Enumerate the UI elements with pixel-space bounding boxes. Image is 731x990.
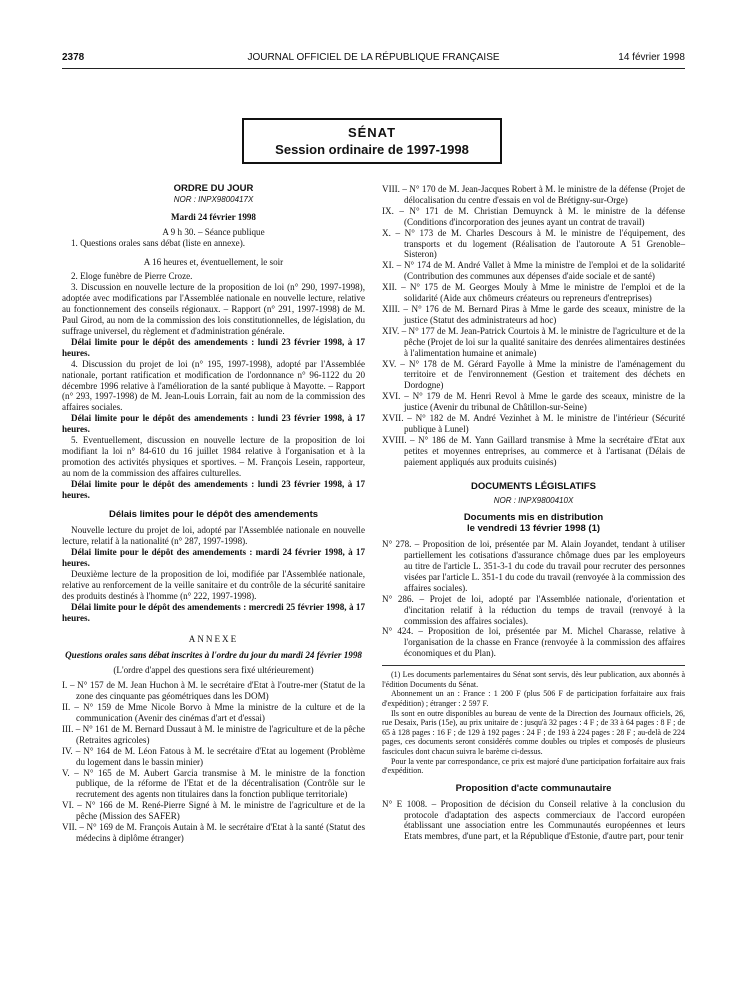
delai-entry-2: Deuxième lecture de la proposition de loi, modifiée par l'Assemblée nationale, relative au renforcement de la veille sanitaire et du contrôle de la sécurité sanitaire des produits destinés à l'homme (n° 222, 1997-1998). — [62, 569, 365, 601]
question-item: VII. – N° 169 de M. François Autain à M. le secrétaire d'Etat à la santé (Statut des médecins à diplôme étranger) — [62, 822, 365, 843]
deadline-item-4: Délai limite pour le dépôt des amendements : lundi 23 février 1998, à 17 heures. — [62, 413, 365, 435]
documents-nor: NOR : INPX9800410X — [493, 496, 574, 506]
question-item: XII. – N° 175 de M. Georges Mouly à Mme le ministre de l'emploi et de la solidarité (Aide aux chômeurs créateurs ou repreneurs d'entreprises) — [382, 282, 685, 304]
question-item: V. – N° 165 de M. Aubert Garcia transmise à M. le ministre de la fonction publique, de la réforme de l'Etat et de la décentralisation (Contrôle sur le recrutement des agents non titulaires dans la fonction publique territoriale) — [62, 767, 365, 800]
delai-entry-2-deadline: Délai limite pour le dépôt des amendements : mercredi 25 février 1998, à 17 heures. — [62, 601, 365, 623]
footnote-3: Ils sont en outre disponibles au bureau de vente de la Direction des Journaux officiels, 26, rue Desaix, Paris (15e), au prix unitaire de : jusqu'à 32 pages : 4 F ; de 33 à 64 pages : 8 F ; de 65 à 128 pages : 16 F ; de 129 à 192 pages : 24 F ; de 193 à 224 pages : 28 F ; au-delà de 224 pages, ces documents seront considérés comme doubles ou triples et composés de plusieurs fascicules dont chacun suivra le barème ci-dessus. — [382, 708, 685, 756]
delais-title: Délais limites pour le dépôt des amendements — [108, 509, 319, 521]
issue-date: 14 février 1998 — [618, 52, 685, 63]
question-item: XIII. – N° 176 de M. Bernard Piras à Mme le garde des sceaux, ministre de la justice (Statut des administrateurs ad hoc) — [382, 303, 685, 325]
senat-title-box — [242, 118, 502, 164]
acte-title: Proposition d'acte communautaire — [455, 782, 612, 794]
questions-note: (L'ordre d'appel des questions sera fixé ultérieurement) — [113, 665, 314, 676]
session-title: Session ordinaire de 1997-1998 — [275, 142, 469, 157]
left-column — [62, 184, 365, 844]
question-item: XVI. – N° 179 de M. Henri Revol à Mme le garde des sceaux, ministre de la justice (Avenir du tribunal de Châtillon-sur-Seine) — [382, 391, 685, 413]
question-item: I. – N° 157 de M. Jean Huchon à M. le secrétaire d'Etat à l'outre-mer (Statut de la zone des cinquante pas géométriques dans les DOM) — [62, 680, 365, 702]
documents-title: DOCUMENTS LÉGISLATIFS — [471, 480, 596, 492]
question-item: III. – N° 161 de M. Bernard Dussaut à M. le ministre de l'agriculture et de la pêche (Retraites agricoles) — [62, 723, 365, 745]
question-item: II. – N° 159 de Mme Nicole Borvo à Mme la ministre de la culture et de la communication (Avenir des cinémas d'art et d'essai) — [62, 702, 365, 723]
seance-afternoon: A 16 heures et, éventuellement, le soir — [143, 256, 284, 267]
document-item: N° 278. – Proposition de loi, présentée par M. Alain Joyandet, tendant à utiliser partiellement les cotisations d'assurance chômage dues par les employeurs au titre de l'article L. 351-3-1 du code du travail pour recruter des personnes visées par l'article L. 351-1 du code du travail (renvoyée à la commission des affaires sociales). — [382, 539, 685, 593]
questions-title: Questions orales sans débat inscrites à l'ordre du jour du mardi 24 février 1998 — [65, 650, 362, 661]
delai-entry-1: Nouvelle lecture du projet de loi, adopté par l'Assemblée nationale en nouvelle lecture, relatif à la nationalité (n° 287, 1997-1998). — [62, 525, 365, 547]
seance-morning: A 9 h 30. – Séance publique — [162, 226, 265, 237]
header-rule — [62, 68, 685, 69]
footnote-rule — [382, 665, 685, 666]
question-item: XI. – N° 174 de M. André Vallet à Mme la ministre de l'emploi et de la solidarité (Contribution des communes aux dépenses d'aide sociale et de santé) — [382, 260, 685, 282]
question-item: XIV. – N° 177 de M. Jean-Patrick Courtois à M. le ministre de l'agriculture et de la pêche (Projet de loi sur la qualité sanitaire des denrées alimentaires destinées à l'alimentation humaine et animale) — [382, 325, 685, 358]
footnote-1: (1) Les documents parlementaires du Sénat sont servis, dès leur publication, aux abonnés à l'édition Documents du Sénat. — [382, 670, 685, 689]
journal-title: JOURNAL OFFICIEL DE LA RÉPUBLIQUE FRANÇAISE — [247, 52, 500, 63]
ordre-nor: NOR : INPX9800417X — [173, 194, 254, 204]
documents-subtitle-2: le vendredi 13 février 1998 (1) — [466, 523, 601, 535]
page-header — [62, 52, 685, 66]
ordre-du-jour-title: ORDRE DU JOUR — [173, 183, 254, 194]
senat-title: SÉNAT — [347, 125, 397, 140]
annexe-title: ANNEXE — [188, 633, 239, 644]
deadline-item-3: Délai limite pour le dépôt des amendements : lundi 23 février 1998, à 17 heures. — [62, 336, 365, 358]
question-item: X. – N° 173 de M. Charles Descours à M. le ministre de l'équipement, des transports et du logement (Réalisation de l'autoroute A 51 Grenoble–Sisteron) — [382, 227, 685, 260]
document-item: N° 286. – Projet de loi, adopté par l'Assemblée nationale, d'orientation et d'incitation relatif à la réduction du temps de travail (renvoyé à la commission des affaires sociales). — [382, 593, 685, 626]
session-date: Mardi 24 février 1998 — [171, 211, 256, 222]
question-item: VIII. – N° 170 de M. Jean-Jacques Robert à M. le ministre de la défense (Projet de délocalisation du centre d'essais en vol de Brétigny-sur-Orge) — [382, 184, 685, 205]
question-item: IV. – N° 164 de M. Léon Fatous à M. le secrétaire d'Etat au logement (Problème du logement dans le bassin minier) — [62, 745, 365, 767]
footnote-2: Abonnement un an : France : 1 200 F (plus 506 F de participation forfaitaire aux frais d'expédition) ; étranger : 2 597 F. — [382, 689, 685, 708]
agenda-item-2: 2. Eloge funèbre de Pierre Croze. — [71, 271, 193, 282]
document-item: N° 424. – Proposition de loi, présentée par M. Michel Charasse, relative à l'organisation de la chasse en France (renvoyée à la commission des affaires économiques et du Plan). — [382, 626, 685, 659]
question-item: XV. – N° 178 de M. Gérard Fayolle à Mme la ministre de l'aménagement du territoire et de l'environnement (Gestion et traitement des déchets en Dordogne) — [382, 358, 685, 391]
acte-item: N° E 1008. – Proposition de décision du Conseil relative à la conclusion du protocole d'adaptation des aspects commerciaux de l'accord européen établissant une association entre les Communautés européennes et leurs Etats membres, d'une part, et la République d'Estonie, d'autre part, pour tenir — [382, 798, 685, 842]
agenda-item-1: 1. Questions orales sans débat (liste en annexe). — [71, 237, 245, 248]
question-item: XVII. – N° 182 de M. André Vezinhet à M. le ministre de l'intérieur (Sécurité publique à Lunel) — [382, 413, 685, 434]
question-item: IX. – N° 171 de M. Christian Demuynck à M. le ministre de la défense (Conditions d'incorporation des jeunes ayant un contrat de travail) — [382, 205, 685, 227]
agenda-item-3: 3. Discussion en nouvelle lecture de la proposition de loi (n° 290, 1997-1998), adoptée avec modifications par l'Assemblée nationale en nouvelle lecture, relative au fonctionnement des conseils régionaux. – Rapport (n° 291, 1997-1998) de M. Paul Girod, au nom de la commission des lois constitutionnelles, de législation, du suffrage universel, du règlement et d'administration générale. — [62, 282, 365, 336]
deadline-item-5: Délai limite pour le dépôt des amendements : lundi 23 février 1998, à 17 heures. — [62, 478, 365, 500]
right-column — [382, 184, 685, 842]
delai-entry-1-deadline: Délai limite pour le dépôt des amendements : mardi 24 février 1998, à 17 heures. — [62, 547, 365, 569]
documents-subtitle-1: Documents mis en distribution — [463, 512, 604, 524]
agenda-item-5: 5. Eventuellement, discussion en nouvelle lecture de la proposition de loi modifiant la loi n° 84-610 du 16 juillet 1984 relative à l'organisation et à la promotion des activités physiques et sportives. – M. François Lesein, rapporteur, au nom de la commission des affaires culturelles. — [62, 435, 365, 478]
question-item: XVIII. – N° 186 de M. Yann Gaillard transmise à Mme la secrétaire d'Etat aux petites et moyennes entreprises, au commerce et à l'artisanat (Délais de paiement appliqués aux produits cuisinés) — [382, 434, 685, 467]
question-item: VI. – N° 166 de M. René-Pierre Signé à M. le ministre de l'agriculture et de la pêche (Mission des SAFER) — [62, 800, 365, 822]
footnote-4: Pour la vente par correspondance, ce prix est majoré d'une participation forfaitaire aux frais d'expédition. — [382, 756, 685, 776]
page-number: 2378 — [62, 52, 85, 63]
agenda-item-4: 4. Discussion du projet de loi (n° 195, 1997-1998), adopté par l'Assemblée nationale, portant ratification et modification de l'ordonnance n° 96-1122 du 20 décembre 1996 relative à l'amélioration de la santé publique à Mayotte. – Rapport (n° 293, 1997-1998) de M. Jean-Louis Lorrain, fait au nom de la commission des affaires sociales. — [62, 358, 365, 413]
